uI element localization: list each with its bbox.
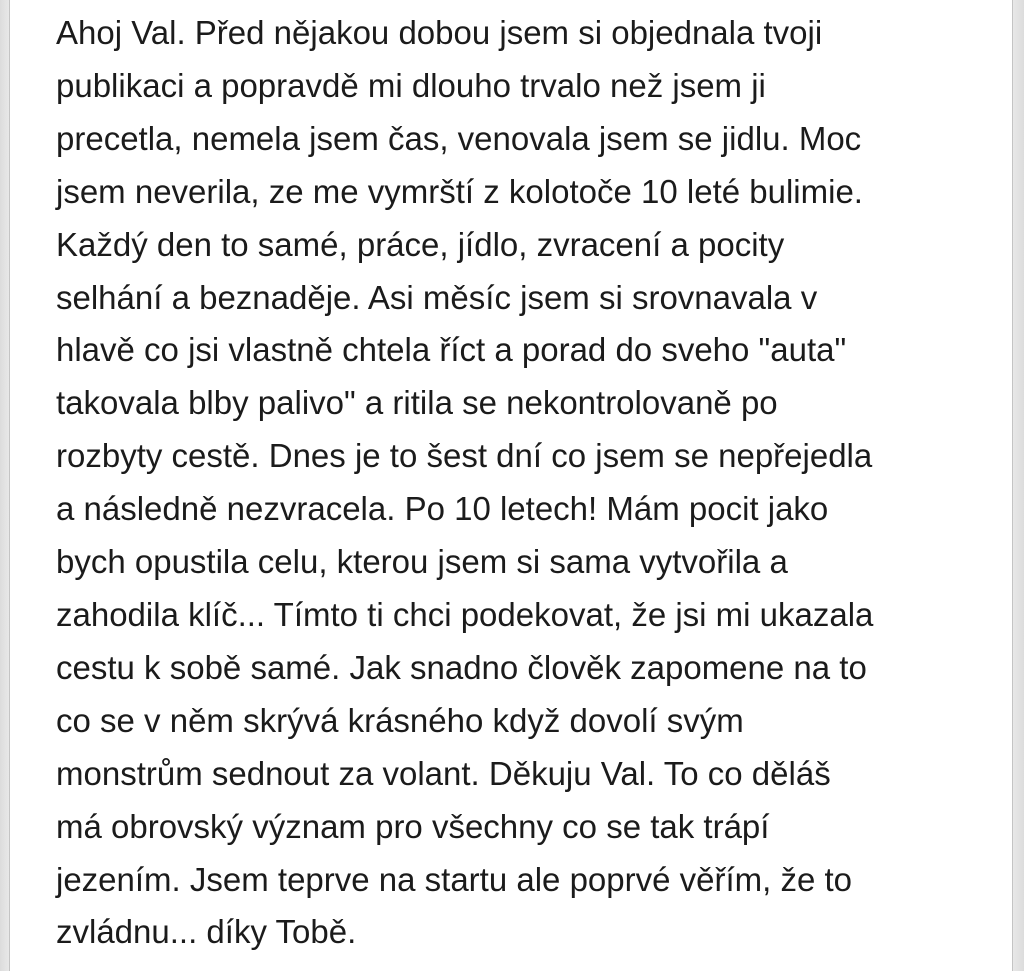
message-card xyxy=(10,0,1012,971)
message-line: jezením. Jsem teprve na startu ale poprvé věřím, že to xyxy=(56,860,853,898)
message-line: a následně nezvracela. Po 10 letech! Mám pocit jako xyxy=(56,490,829,528)
message-line: bych opustila celu, kterou jsem si sama vytvořila a xyxy=(56,543,788,581)
message-text xyxy=(56,7,1006,959)
message-line: selhání a beznaděje. Asi měsíc jsem si srovnavala v xyxy=(56,278,818,316)
message-line: cestu k sobě samé. Jak snadno člověk zapomene na to xyxy=(56,648,867,686)
message-line: zvládnu... díky Tobě. xyxy=(56,913,357,951)
right-margin xyxy=(1012,0,1024,971)
message-line: monstrům sednout za volant. Děkuju Val. To co děláš xyxy=(56,754,831,792)
message-line: rozbyty cestě. Dnes je to šest dní co jsem se nepřejedla xyxy=(56,437,873,475)
message-line: takovala blby palivo" a ritila se nekontrolovaně po xyxy=(56,384,778,422)
message-line: má obrovský význam pro všechny co se tak trápí xyxy=(56,807,770,845)
message-line: hlavě co jsi vlastně chtela říct a porad do sveho "auta" xyxy=(56,331,847,369)
message-line: zahodila klíč... Tímto ti chci podekovat, že jsi mi ukazala xyxy=(56,595,874,633)
message-line: publikaci a popravdě mi dlouho trvalo než jsem ji xyxy=(56,66,766,104)
message-line: Každý den to samé, práce, jídlo, zvracení a pocity xyxy=(56,225,785,263)
message-line: precetla, nemela jsem čas, venovala jsem se jidlu. Moc xyxy=(56,119,862,157)
message-line: jsem neverila, ze me vymrští z kolotoče 10 leté bulimie. xyxy=(56,172,863,210)
message-line: Ahoj Val. Před nějakou dobou jsem si objednala tvoji xyxy=(56,14,823,51)
left-margin xyxy=(0,0,10,971)
message-line: co se v něm skrývá krásného když dovolí svým xyxy=(56,701,744,739)
